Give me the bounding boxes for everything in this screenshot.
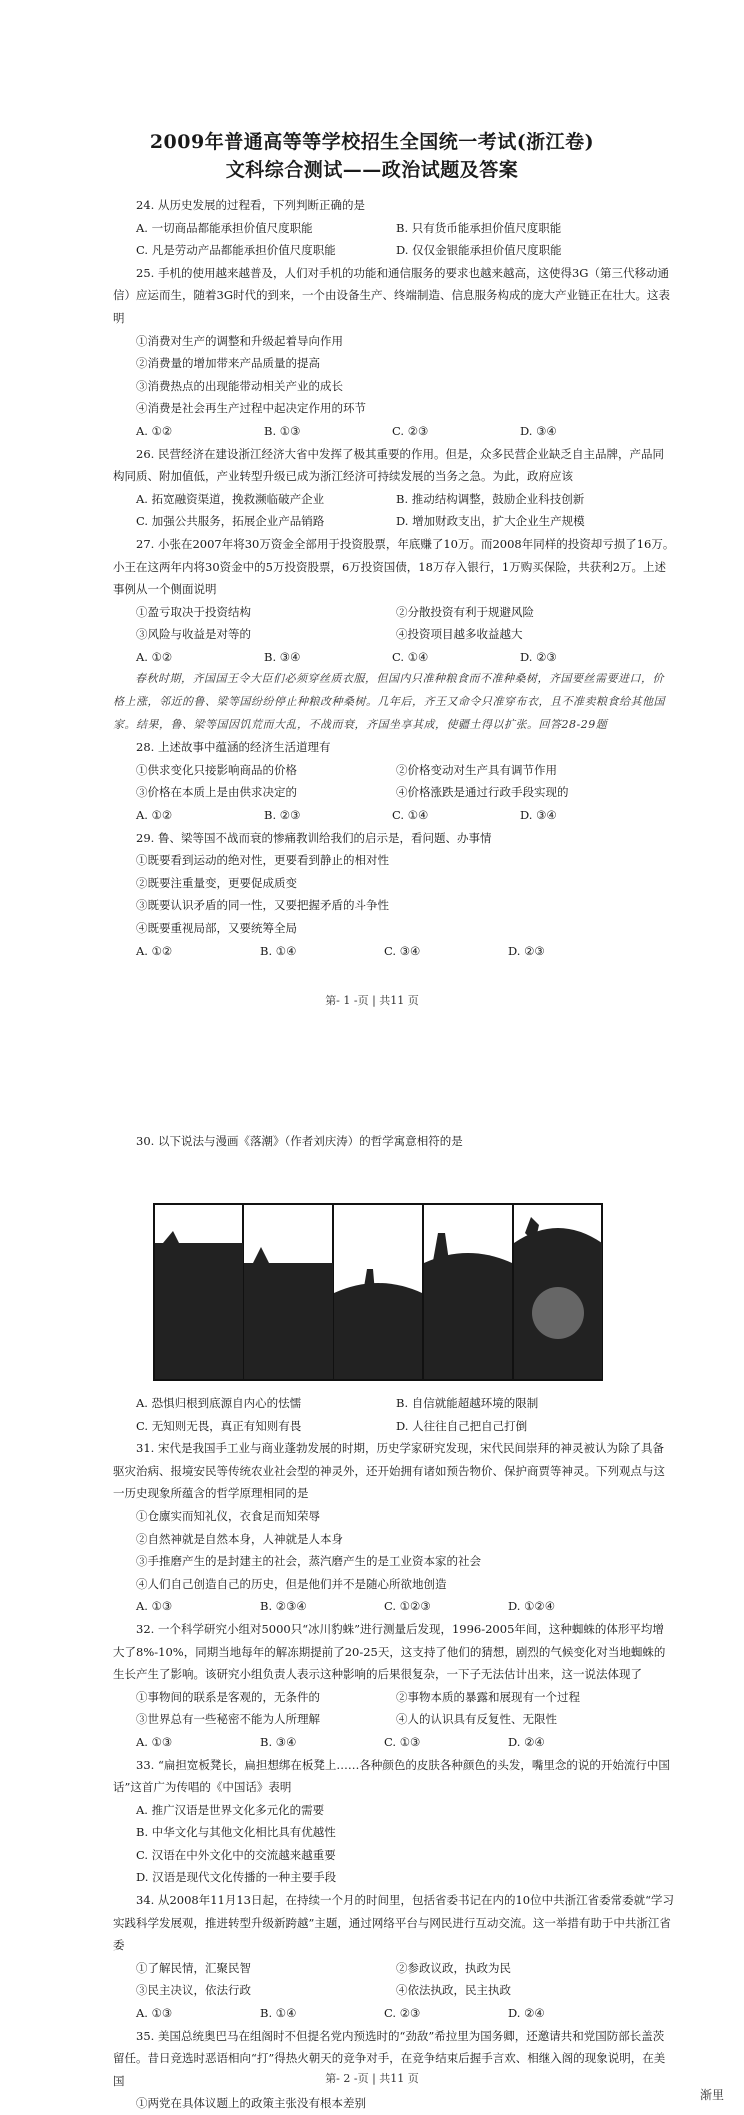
choice-cell: A. ①③ — [136, 2006, 173, 2021]
answer-option: ④消费是社会再生产过程中起决定作用的环节 — [136, 401, 366, 416]
option-cell: ②参政议政，执政为民 — [396, 1960, 511, 1975]
option-cell: D. 人往往自己把自己打倒 — [396, 1418, 528, 1433]
option-row — [113, 1686, 675, 1709]
answer-option: ②自然神就是自然本身，人神就是人本身 — [136, 1531, 343, 1546]
choice-cell: A. ①② — [136, 808, 173, 823]
option-row — [113, 239, 675, 262]
answer-option: B. 中华文化与其他文化相比具有优越性 — [136, 1825, 336, 1840]
title-line-1: 2009年普通高等等学校招生全国统一考试(浙江卷) — [149, 131, 595, 153]
question-text: 35. 美国总统奥巴马在组阁时不但提名党内预选时的“劲敌”希拉里为国务卿，还邀请共和党国防部长盖茨留任。昔日竞选时恶语相向“打”得热火朝天的竞争对手，在竞争结束后握手言欢、相继入阁的现象说明，在美国 — [113, 2028, 666, 2088]
title-line-2: 文科综合测试——政治试题及答案 — [225, 159, 519, 181]
answer-option: A. 推广汉语是世界文化多元化的需要 — [136, 1802, 325, 1817]
question-30-stem — [113, 1130, 675, 1153]
choice-cell: D. ①②④ — [508, 1599, 556, 1614]
choice-cell: B. ③④ — [260, 1734, 297, 1749]
choice-cell: A. ①③ — [136, 1599, 173, 1614]
question-text: 32. 一个科学研究小组对5000只“冰川豹蛛”进行测量后发现，1996-2005年间，这种蜘蛛的体形平均增大了8%-10%，同期当地每年的解冻期提前了20-25天，这支持了他们的猜想，剧烈的气候变化对当地蜘蛛的生长产生了影响。该研究小组负责人表示这种影响的后果很复杂，一下子无法估计出来，这一说法体现了 — [113, 1621, 666, 1682]
option-row — [113, 1979, 675, 2002]
question-text: 29. 鲁、梁等国不战而衰的惨痛教训给我们的启示是，看问题、办事情 — [136, 830, 492, 845]
option-cell: B. 自信就能超越环境的限制 — [396, 1396, 539, 1410]
option-row — [113, 488, 675, 511]
option-cell: D. 仅仅金银能承担价值尺度职能 — [396, 243, 562, 258]
option-cell: ④依法执政，民主执政 — [396, 1983, 511, 1998]
option-cell: B. 只有货币能承担价值尺度职能 — [396, 220, 562, 235]
answer-option: ①两党在具体议题上的政策主张没有根本差别 — [136, 2096, 366, 2111]
rock-icon — [334, 1283, 422, 1379]
option-cell: ①供求变化只接影响商品的价格 — [136, 762, 297, 777]
answer-option: ③手推磨产生的是封建主的社会，蒸汽磨产生的是工业资本家的社会 — [136, 1554, 481, 1569]
answer-option: ③消费热点的出现能带动相关产业的成长 — [136, 378, 343, 393]
question-text: 28. 上述故事中蕴涵的经济生活道理有 — [136, 740, 331, 755]
choice-cell: C. ①②③ — [384, 1599, 431, 1614]
option-row — [113, 1957, 675, 1980]
choice-cell: C. ①④ — [392, 649, 429, 664]
question-text: 31. 宋代是我国手工业与商业蓬勃发展的时期，历史学家研究发现，宋代民间崇拜的神灵被认为除了具备驱灾治病、报境安民等传统农业社会型的神灵外，还开始拥有诸如预告物价、保护商贾等神灵。下列观点与这一历史现象所蕴含的哲学原理相同的是 — [113, 1441, 665, 1501]
choice-row — [113, 646, 675, 669]
page-2-footer: 第- 2 -页 | 共11 页 — [325, 2072, 419, 2085]
reading-passage: 春秋时期，齐国国王令大臣们必须穿丝质衣服，但国内只准种粮食而不准种桑树，齐国要丝需要进口，价格上涨，邻近的鲁、梁等国纷纷停止种粮改种桑树。几年后，齐王又命令只准穿布衣，且不准卖粮食给其他国家。结果，鲁、梁等国因饥荒而大乱，不战而衰，齐国坐享其成，使疆土得以扩张。回答28-29题 — [113, 672, 665, 731]
option-row — [113, 781, 675, 804]
choice-cell: C. ③④ — [384, 943, 421, 958]
option-cell: ③民主决议，依法行政 — [136, 1983, 251, 1998]
answer-option: D. 汉语是现代文化传播的一种主要手段 — [136, 1870, 337, 1885]
choice-cell: D. ②④ — [508, 1734, 545, 1749]
choice-cell: C. ②③ — [384, 2006, 421, 2021]
choice-cell: B. ①③ — [264, 423, 301, 438]
choice-cell: B. ③④ — [264, 649, 301, 664]
option-cell: ①了解民情，汇聚民智 — [136, 1960, 251, 1975]
question-text: 27. 小张在2007年将30万资金全部用于投资股票，年底赚了10万。而2008年同样的投资却亏损了16万。小王在这两年内将30资金中的5万投资股票，6万投资国债，18万存入银行，1万购买保险，共获利2万。上述事例从一个侧面说明 — [113, 536, 675, 597]
answer-option: ②消费量的增加带来产品质量的提高 — [136, 356, 320, 371]
option-cell: ④价格涨跌是通过行政手段实现的 — [396, 785, 569, 800]
page-1-footer: 第- 1 -页 | 共11 页 — [325, 994, 419, 1007]
choice-row — [113, 1595, 675, 1618]
choice-cell: D. ③④ — [520, 808, 557, 823]
document-title — [0, 128, 744, 184]
option-cell: C. 加强公共服务，拓展企业产品销路 — [136, 514, 325, 529]
option-cell: ③风险与收益是对等的 — [136, 627, 251, 642]
option-cell: B. 推动结构调整，鼓励企业科技创新 — [396, 491, 585, 506]
option-cell: A. 恐惧归根到底源自内心的怯懦 — [136, 1396, 302, 1410]
choice-cell: D. ②④ — [508, 2006, 545, 2021]
option-row — [113, 623, 675, 646]
answer-option: ①既要看到运动的绝对性，更要看到静止的相对性 — [136, 853, 389, 868]
answer-option: ③既要认识矛盾的同一性，又要把握矛盾的斗争性 — [136, 898, 389, 913]
choice-cell: A. ①② — [136, 943, 173, 958]
choice-row — [113, 804, 675, 827]
option-cell: ②价格变动对生产具有调节作用 — [396, 762, 557, 777]
option-cell: ①事物间的联系是客观的，无条件的 — [136, 1689, 320, 1704]
option-cell: A. 拓宽融资渠道，挽救濒临破产企业 — [136, 491, 325, 506]
choice-cell: C. ②③ — [392, 423, 429, 438]
choice-row — [113, 2002, 675, 2025]
choice-row — [113, 940, 675, 963]
answer-option: ①仓廪实而知礼仪，衣食足而知荣辱 — [136, 1508, 320, 1523]
option-cell: ②分散投资有利于规避风险 — [396, 604, 534, 619]
option-row — [113, 1392, 675, 1415]
answer-option: ①消费对生产的调整和升级起着导向作用 — [136, 333, 343, 348]
choice-cell: C. ①④ — [392, 808, 429, 823]
option-cell: ④人的认识具有反复性、无限性 — [396, 1712, 557, 1727]
option-cell: ④投资项目越多收益越大 — [396, 627, 523, 642]
question-text: 33. “扁担宽板凳长，扁担想绑在板凳上……各种颜色的皮肤各种颜色的头发，嘴里念的说的开始流行中国话”这首广为传唱的《中国话》表明 — [113, 1757, 670, 1795]
answer-option: C. 汉语在中外文化中的交流越来越重要 — [136, 1847, 336, 1862]
cartoon-image — [153, 1203, 603, 1381]
option-cell: C. 无知则无畏，真正有知则有畏 — [136, 1418, 302, 1433]
choice-cell: A. ①③ — [136, 1734, 173, 1749]
option-row — [113, 217, 675, 240]
choice-cell: B. ②③ — [264, 808, 301, 823]
answer-option: ④既要重视局部，又要统筹全局 — [136, 921, 297, 935]
option-row — [113, 601, 675, 624]
choice-row — [113, 1731, 675, 1754]
option-cell: ①盈亏取决于投资结构 — [136, 604, 251, 619]
answer-option: ②既要注重量变，更要促成质变 — [136, 875, 297, 890]
option-row — [113, 759, 675, 782]
option-cell: ②事物本质的暴露和展现有一个过程 — [396, 1689, 580, 1704]
choice-cell: B. ②③④ — [260, 1599, 307, 1614]
question-text: 24. 从历史发展的过程看，下列判断正确的是 — [136, 198, 365, 212]
rock-icon — [424, 1253, 512, 1379]
page-1 — [0, 0, 744, 1010]
option-cell: D. 增加财政支出，扩大企业生产规模 — [396, 514, 585, 529]
choice-cell: C. ①③ — [384, 1734, 421, 1749]
question-text: 26. 民营经济在建设浙江经济大省中发挥了极其重要的作用。但是，众多民营企业缺乏自主品牌，产品同构同质、附加值低，产业转型升级已成为浙江经济可持续发展的当务之急。为此，政府应该 — [113, 446, 664, 484]
question-text: 30. 以下说法与漫画《落潮》（作者刘庆涛）的哲学寓意相符的是 — [136, 1134, 463, 1148]
question-text: 25. 手机的使用越来越普及，人们对手机的功能和通信服务的要求也越来越高，这使得3G（第三代移动通信）应运而生，随着3G时代的到来，一个由设备生产、终端制造、信息服务构成的庞大产业链正在壮大。这表明 — [113, 265, 670, 325]
choice-cell: A. ①② — [136, 423, 173, 438]
option-cell: ③价格在本质上是由供求决定的 — [136, 785, 297, 800]
page-1-content — [113, 194, 675, 962]
choice-cell: D. ③④ — [520, 423, 557, 438]
answer-option: ④人们自己创造自己的历史，但是他们并不是随心所欲地创造 — [136, 1576, 447, 1591]
watermark: 渐里 — [699, 2088, 724, 2102]
option-cell: C. 凡是劳动产品都能承担价值尺度职能 — [136, 243, 336, 258]
page-2-content — [113, 1392, 675, 2115]
option-cell: ③世界总有一些秘密不能为人所理解 — [136, 1712, 320, 1727]
question-text: 34. 从2008年11月13日起，在持续一个月的时间里，包括省委书记在内的10位中共浙江省委常委就“学习实践科学发展观，推进转型升级新跨越”主题，通过网络平台与网民进行互动交流。这一举措有助于中共浙江省委 — [113, 1893, 674, 1953]
choice-row — [113, 420, 675, 443]
option-row — [113, 1415, 675, 1438]
water-icon — [244, 1263, 333, 1379]
water-icon — [155, 1243, 243, 1379]
face-icon — [532, 1287, 584, 1339]
choice-cell: D. ②③ — [520, 649, 557, 664]
choice-cell: B. ①④ — [260, 2006, 297, 2021]
choice-cell: B. ①④ — [260, 943, 297, 958]
option-row — [113, 1708, 675, 1731]
choice-cell: A. ①② — [136, 649, 173, 664]
choice-cell: D. ②③ — [508, 943, 545, 958]
option-cell: A. 一切商品都能承担价值尺度职能 — [136, 220, 313, 235]
option-row — [113, 510, 675, 533]
